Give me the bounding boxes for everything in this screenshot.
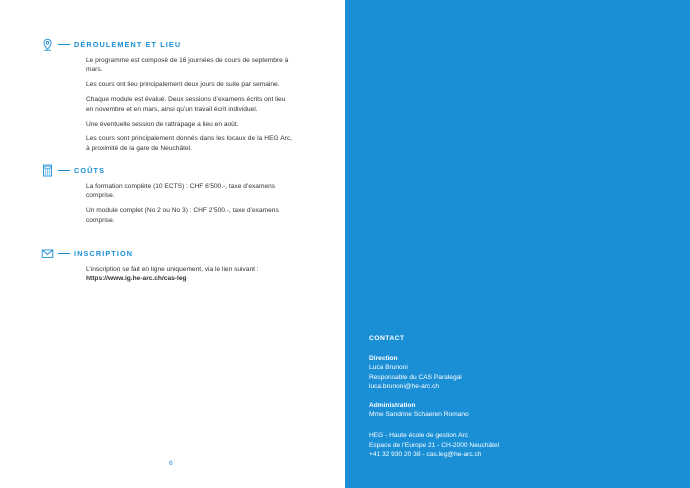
section-title: COÛTS bbox=[74, 165, 106, 175]
school-name: HEG - Haute école de gestion Arc bbox=[369, 432, 468, 440]
section-body bbox=[86, 56, 292, 153]
administration-block bbox=[369, 401, 669, 420]
administration-name: Mme Sandrine Schaeren Romano bbox=[369, 411, 469, 419]
section-body bbox=[86, 265, 292, 284]
administration-heading: Administration bbox=[369, 401, 416, 409]
contact-title: CONTACT bbox=[369, 335, 405, 342]
location-pin-icon bbox=[41, 38, 54, 51]
calculator-icon bbox=[41, 164, 54, 177]
section-header bbox=[41, 163, 301, 177]
section-deroulement bbox=[41, 37, 301, 159]
direction-email[interactable]: luca.brunoni@he-arc.ch bbox=[369, 383, 440, 391]
section-header bbox=[41, 37, 301, 51]
paragraph: Le programme est composé de 16 journées de cours de septembre à mars. bbox=[86, 57, 289, 74]
paragraph: Chaque module est évalué. Deux sessions d’examens écrits ont lieu en novembre et en mars, ainsi qu’un travail écrit individuel. bbox=[86, 96, 286, 113]
envelope-icon bbox=[41, 247, 54, 260]
paragraph: Un module complet (No 2 ou No 3) : CHF 2’500.-, taxe d’examens comprise. bbox=[86, 207, 279, 224]
paragraph: Une éventuelle session de rattrapage a lieu en août. bbox=[86, 120, 239, 128]
direction-name: Luca Brunoni bbox=[369, 364, 408, 372]
page-number: 6 bbox=[169, 460, 173, 467]
contact-block bbox=[369, 335, 669, 469]
section-inscription bbox=[41, 246, 301, 289]
section-title: INSCRIPTION bbox=[74, 248, 134, 258]
section-body bbox=[86, 182, 292, 225]
paragraph: La formation complète (10 ECTS) : CHF 6’500.-, taxe d’examens comprise. bbox=[86, 183, 276, 200]
section-dash bbox=[58, 44, 70, 45]
school-address: Espace de l’Europe 21 - CH-2000 Neuchâtel bbox=[369, 441, 500, 449]
inscription-text: L’inscription se fait en ligne uniquement, via le lien suivant : bbox=[86, 266, 259, 273]
direction-role: Responsable du CAS Paralegal bbox=[369, 373, 462, 381]
paragraph: Les cours sont principalement donnés dans les locaux de la HEG Arc, à proximité de la gare de Neuchâtel. bbox=[86, 135, 292, 152]
section-title: DÉROULEMENT ET LIEU bbox=[74, 39, 182, 49]
direction-block bbox=[369, 354, 669, 392]
school-phone-email[interactable]: +41 32 930 20 38 - cas.leg@he-arc.ch bbox=[369, 451, 482, 459]
registration-link[interactable]: https://www.ig.he-arc.ch/cas-leg bbox=[86, 275, 187, 283]
direction-heading: Direction bbox=[369, 355, 398, 362]
paragraph: Les cours ont lieu principalement deux jours de suite par semaine. bbox=[86, 81, 280, 89]
section-couts bbox=[41, 163, 301, 231]
section-dash bbox=[58, 170, 70, 171]
school-block bbox=[369, 431, 669, 459]
section-header bbox=[41, 246, 301, 260]
paragraph bbox=[86, 265, 292, 284]
section-dash bbox=[58, 253, 70, 254]
